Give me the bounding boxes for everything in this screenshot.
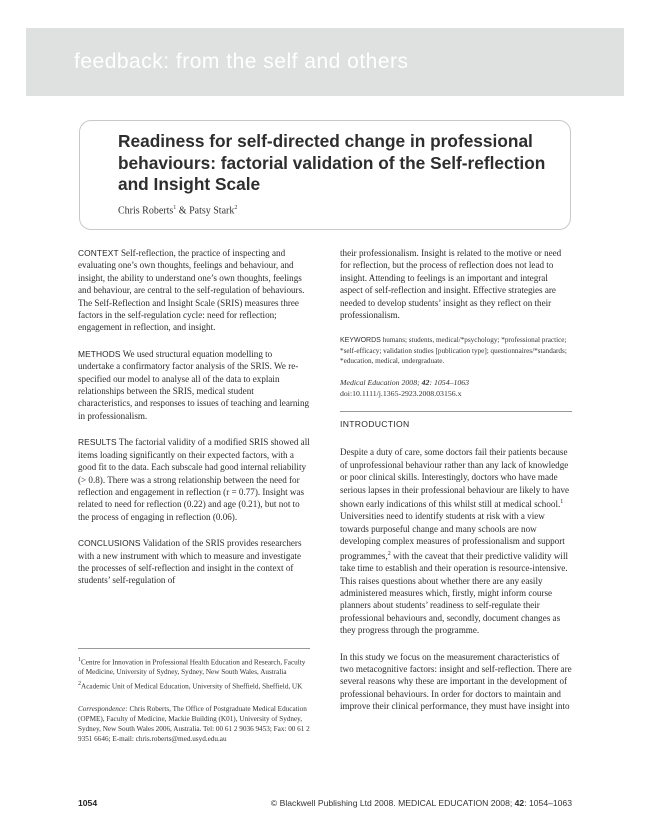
journal-volume: 42 bbox=[421, 378, 430, 388]
title-box bbox=[79, 120, 571, 230]
author-list bbox=[118, 205, 237, 216]
keywords: KEYWORDS humans; students, medical/*psychology; *professional practice; *self-efficacy; validation studies [publication type]; questionnaires/*standards; *education, medical, undergraduate. bbox=[340, 336, 567, 366]
section-label: RESULTS bbox=[78, 437, 117, 448]
author-name: Patsy Stark bbox=[189, 205, 235, 217]
abstract-context: CONTEXT Self-reflection, the practice of inspecting and evaluating one’s own thoughts, feelings and behaviour, and insight, the ability to understand one’s own thoughts, feelings and behaviour, are central to the self-regulation of behaviours. The Self-Reflection and Insight Scale (SRIS) measures three factors in the self-regulation cycle: need for reflection; engagement in reflection, and insight. bbox=[78, 248, 305, 333]
author-affiliation-marker: 2 bbox=[234, 205, 238, 211]
affiliation: $^2$Academic Unit of Medical Education, University of Sheffield, Sheffield, UK bbox=[78, 681, 303, 691]
keywords-label: KEYWORDS bbox=[340, 337, 381, 345]
citation-line: Medical Education 2008; 42: 1054–1063 bbox=[340, 378, 470, 388]
doi: doi:10.1111/j.1365-2923.2008.03156.x bbox=[340, 388, 462, 398]
author-affiliation-marker: 1 bbox=[173, 205, 177, 211]
section-label: CONCLUSIONS bbox=[78, 538, 141, 549]
introduction-heading: INTRODUCTION bbox=[340, 419, 410, 429]
footnote-divider bbox=[78, 648, 310, 649]
abstract-results: RESULTS The factorial validity of a modified SRIS showed all items loading significantly on their expected factors, with a good fit to the data. Each subscale had good internal reliability (> 0.8). There was a strong relationship between the need for reflection and engagement in reflection (r = 0.77). Insight was related to need for reflection (0.22) and age (0.21), but not to the process of engaging in reflection (0.06). bbox=[78, 437, 310, 522]
footer-volume: 42 bbox=[514, 798, 525, 808]
section-label: CONTEXT bbox=[78, 248, 119, 258]
article-title: Readiness for self-directed change in professional behaviours: factorial validation of the Self-reflection and Insight Scale bbox=[118, 131, 546, 194]
introduction-section bbox=[340, 418, 572, 713]
abstract-conclusions-continued: their professionalism. Insight is related to the motive or need for reflection, but the process of reflection does not lead to insight. Attending to feelings is an important and integral aspect of self-reflection and insight. Effective strategies are needed to develop students’ insight as they reflect on their professionalism. bbox=[340, 248, 562, 321]
affiliations-block bbox=[78, 655, 310, 744]
author-name: Chris Roberts bbox=[118, 205, 174, 217]
footer-copyright: © Blackwell Publishing Ltd 2008. MEDICAL EDUCATION 2008; 42: 1054–1063 bbox=[270, 798, 572, 808]
abstract-left-column bbox=[78, 247, 310, 587]
introduction-paragraph: In this study we focus on the measurement characteristics of two metacognitive factors: insight and self-reflection. There are several reasons why these are important in the development of professional behaviours. In order for doctors to maintain and improve their clinical performance, they must have insight into bbox=[340, 651, 572, 712]
abstract-right-column bbox=[340, 247, 572, 399]
section-banner-text: feedback: from the self and others bbox=[74, 50, 409, 73]
introduction-paragraph: Despite a duty of care, some doctors fail their patients because of unprofessional behaviour rather than any lack of knowledge or poor clinical skills. Interestingly, doctors who have made serious lapses in their professional behaviour are likely to have shown early indications of this whilst still at medical school.$^1$ Universities need to identify students at risk with a view towards purposeful change and many schools are now developing complex measures of professionalism and support programmes,$^2$ with the caveat that their predictive validity will take time to establish and their operation is resource-intensive. This raises questions about whether there are any easily administered measures which, firstly, might inform course planners about students’ readiness to self-regulate their professional behaviours and, secondly, document changes as they progress through the programme. bbox=[340, 447, 570, 636]
page-number: 1054 bbox=[78, 798, 98, 808]
correspondence-label: Correspondence: bbox=[78, 704, 128, 713]
affiliation: $^1$Centre for Innovation in Professional Health Education and Research, Faculty of Medicine, University of Sydney, Sydney, New South Wales, Australia bbox=[78, 657, 306, 677]
author-joiner: & bbox=[176, 205, 190, 217]
abstract-methods: METHODS We used structural equation modelling to undertake a confirmatory factor analysis of the SRIS. We re-specified our model to analyse all of the data to explain relationships between the SRIS, medical student characteristics, and responses to issues of teaching and learning in professionalism. bbox=[78, 348, 310, 421]
section-label: METHODS bbox=[78, 348, 121, 359]
section-banner bbox=[26, 28, 624, 96]
correspondence: Correspondence: Chris Roberts, The Office of Postgraduate Medical Education (OPME), Faculty of Medicine, Mackie Building (K01), University of Sydney, Sydney, New South Wales 2006, Australia. Tel: 00 61 2 9036 9453; Fax: 00 61 2 9351 6646; E-mail: chris.roberts@med.usyd.edu.au bbox=[78, 704, 310, 743]
introduction-divider bbox=[340, 411, 572, 412]
journal-name: Medical Education bbox=[340, 378, 400, 388]
abstract-conclusions: CONCLUSIONS Validation of the SRIS provides researchers with a new instrument with which to measure and investigate the processes of self-reflection and insight in the context of students’ self-regulation of bbox=[78, 538, 302, 586]
